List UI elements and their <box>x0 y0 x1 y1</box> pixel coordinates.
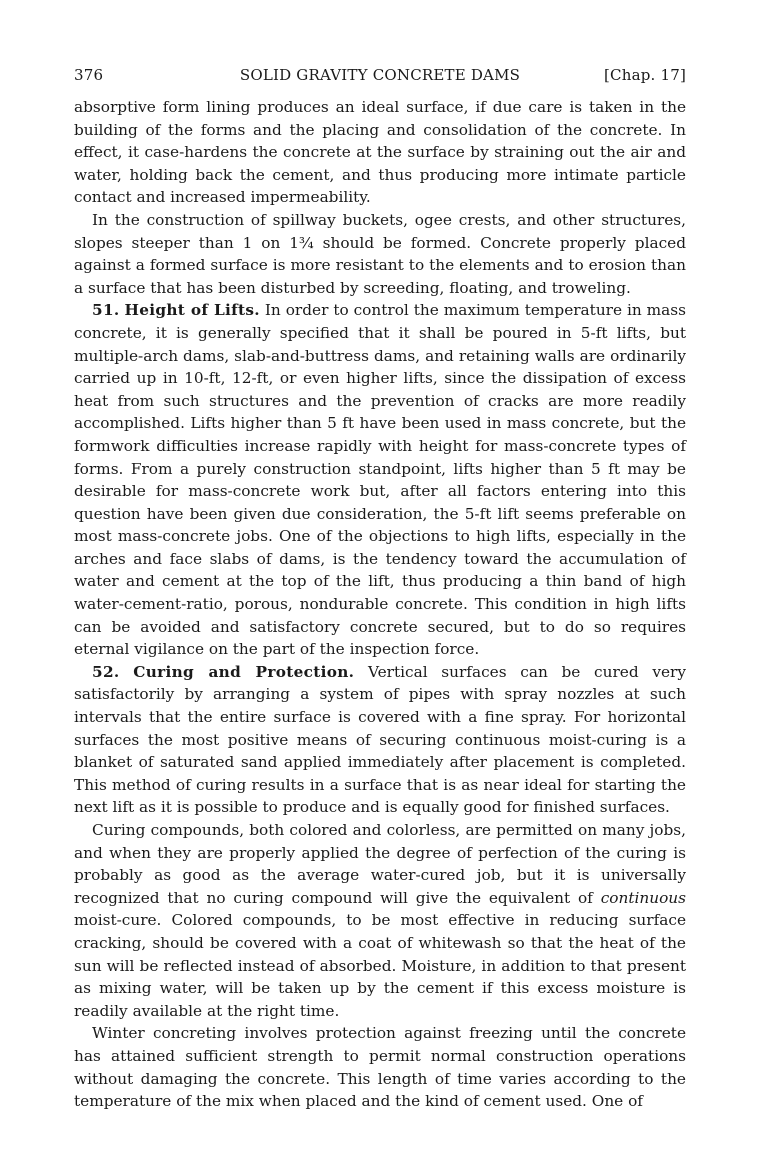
body-text <box>74 96 686 1113</box>
section-51-text: In order to control the maximum temperature in mass concrete, it is generally specified that it shall be poured in 5-ft lifts, but multiple-arch dams, slab-and-buttress dams, and retaining walls are ordinarily carried up in 10-ft, 12-ft, or even higher lifts, since the dissipation of excess heat from such structures and the prevention of cracks are more readily accomplished. Lifts higher than 5 ft have been used in mass concrete, but the formwork difficulties increase rapidly with height for mass-concrete types of forms. From a purely construction standpoint, lifts higher than 5 ft may be desirable for mass-concrete work but, after all factors entering into this question have been given due consideration, the 5-ft lift seems preferable on most mass-concrete jobs. One of the objections to high lifts, especially in the arches and face slabs of dams, is the tendency toward the accumulation of water and cement at the top of the lift, thus producing a thin band of high water-cement-ratio, porous, nondurable concrete. This condition in high lifts can be avoided and satisfactory concrete secured, but to do so requires eternal vigilance on the part of the inspection force. <box>74 301 686 659</box>
page-number: 376 <box>74 66 104 84</box>
paragraph-curing-compounds <box>74 819 686 1022</box>
section-52 <box>74 661 686 819</box>
paragraph-spillway: In the construction of spillway buckets, ogee crests, and other structures, slopes steeper than 1 on 1¾ should be formed. Concrete properly placed against a formed surface is more resistant to the elements and to erosion than a surface that has been disturbed by screeding, floating, and troweling. <box>74 210 686 297</box>
paragraph-continued: absorptive form lining produces an ideal surface, if due care is taken in the building of the forms and the placing and consolidation of the concrete. In effect, it case-hardens the concrete at the surface by straining out the air and water, holding back the cement, and thus producing more intimate particle contact and increased impermeability. <box>74 98 686 207</box>
curing-text-b: moist-cure. Colored compounds, to be most effective in reducing surface cracking, should be covered with a coat of whitewash so that the heat of the sun will be reflected instead of absorbed. Moisture, in addition to that present as mixing water, will be taken up by the cement if this excess moisture is readily available at the right time. <box>74 911 686 1020</box>
book-page <box>74 62 686 1113</box>
emphasis-continuous: continuous <box>600 888 686 907</box>
chapter-label: [Chap. 17] <box>603 66 686 84</box>
section-51 <box>74 299 686 661</box>
section-52-number: 52. <box>92 662 120 681</box>
curing-text-a: Curing compounds, both colored and colorless, are permitted on many jobs, and when they are properly applied the degree of perfection of the curing is probably as good as the average water-cured job, but it is universally recognized that no curing compound will give the equivalent of <box>74 821 686 907</box>
section-51-number: 51. <box>92 301 120 320</box>
section-52-title: Curing and Protection. <box>133 662 355 681</box>
paragraph-winter-concreting: Winter concreting involves protection against freezing until the concrete has attained sufficient strength to permit normal construction operations without damaging the concrete. This length of time varies according to the temperature of the mix when placed and the kind of cement used. One of <box>74 1024 686 1111</box>
section-51-title: Height of Lifts. <box>124 301 260 320</box>
section-52-text: Vertical surfaces can be cured very satisfactorily by arranging a system of pipes with spray nozzles at such intervals that the entire surface is covered with a fine spray. For horizontal surfaces the most positive means of securing continuous moist-curing is a blanket of saturated sand applied immediately after placement is completed. This method of curing results in a surface that is as near ideal for starting the next lift as it is possible to produce and is equally good for finished surfaces. <box>74 662 686 817</box>
running-title: SOLID GRAVITY CONCRETE DAMS <box>239 66 521 84</box>
running-head <box>74 62 686 88</box>
